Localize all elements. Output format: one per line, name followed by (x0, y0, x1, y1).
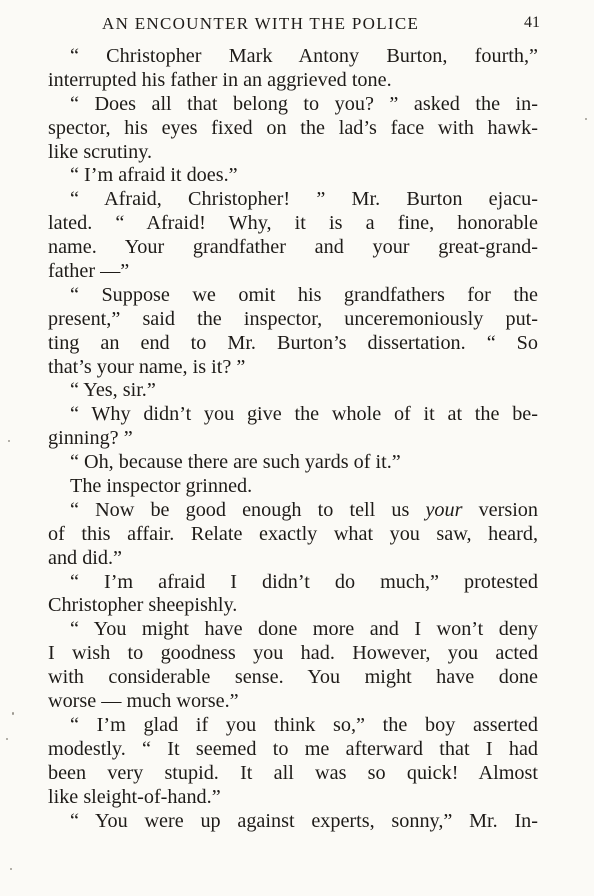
paper-speck (12, 712, 14, 715)
text-line: present,” said the inspector, unceremoniously put- (48, 307, 538, 330)
text-line: “ I’m glad if you think so,” the boy asserted (70, 713, 538, 736)
text-line: interrupted his father in an aggrieved tone. (48, 68, 392, 91)
text-line: and did.” (48, 546, 122, 569)
paper-speck (8, 440, 10, 442)
paper-speck (6, 738, 8, 740)
text-line: “ Afraid, Christopher! ” Mr. Burton ejacu- (70, 188, 538, 211)
text-line: worse — much worse.” (48, 690, 239, 713)
paper-speck (585, 118, 587, 120)
text-line: father —” (48, 260, 130, 283)
text-line: “ I’m afraid I didn’t do much,” protested (70, 570, 538, 593)
text-line: “ I’m afraid it does.” (70, 164, 238, 187)
text-line: “ You were up against experts, sonny,” Mr. In- (70, 809, 538, 832)
running-header (60, 14, 540, 38)
body-text (48, 45, 538, 833)
text-line: “ Suppose we omit his grandfathers for the (70, 283, 538, 306)
text-segment: “ Now be good enough to tell us (70, 498, 426, 521)
text-line: “ Christopher Mark Antony Burton, fourth,” (70, 45, 538, 67)
text-line: ting an end to Mr. Burton’s dissertation. “ So (48, 331, 538, 354)
text-line: lated. “ Afraid! Why, it is a fine, honorable (48, 212, 538, 235)
text-line: been very stupid. It all was so quick! Almost (48, 761, 538, 784)
text-line: I wish to goodness you had. However, you acted (48, 642, 538, 665)
text-line: “ Yes, sir.” (70, 379, 156, 402)
page-number: 41 (524, 14, 540, 31)
text-line: “ Oh, because there are such yards of it.” (70, 451, 401, 474)
text-line: “ You might have done more and I won’t deny (70, 618, 538, 641)
text-line: of this affair. Relate exactly what you saw, heard, (48, 522, 538, 545)
paper-speck (10, 868, 12, 870)
text-line: “ Does all that belong to you? ” asked the in- (70, 92, 538, 115)
text-line: with considerable sense. You might have done (48, 666, 538, 689)
text-line (48, 499, 538, 523)
text-line: spector, his eyes fixed on the lad’s face with hawk- (48, 116, 538, 139)
text-line: modestly. “ It seemed to me afterward that I had (48, 737, 538, 760)
text-line: that’s your name, is it? ” (48, 355, 246, 378)
text-segment: version (462, 498, 538, 521)
text-line: ginning? ” (48, 427, 133, 450)
text-line: Christopher sheepishly. (48, 594, 238, 617)
text-line: like scrutiny. (48, 140, 153, 163)
text-line: name. Your grandfather and your great-grand- (48, 236, 538, 259)
text-line: like sleight-of-hand.” (48, 785, 221, 808)
emphasized-word: your (425, 498, 463, 521)
running-title: AN ENCOUNTER WITH THE POLICE (102, 14, 420, 33)
text-line: The inspector grinned. (70, 475, 253, 498)
text-line: “ Why didn’t you give the whole of it at the be- (70, 403, 538, 426)
